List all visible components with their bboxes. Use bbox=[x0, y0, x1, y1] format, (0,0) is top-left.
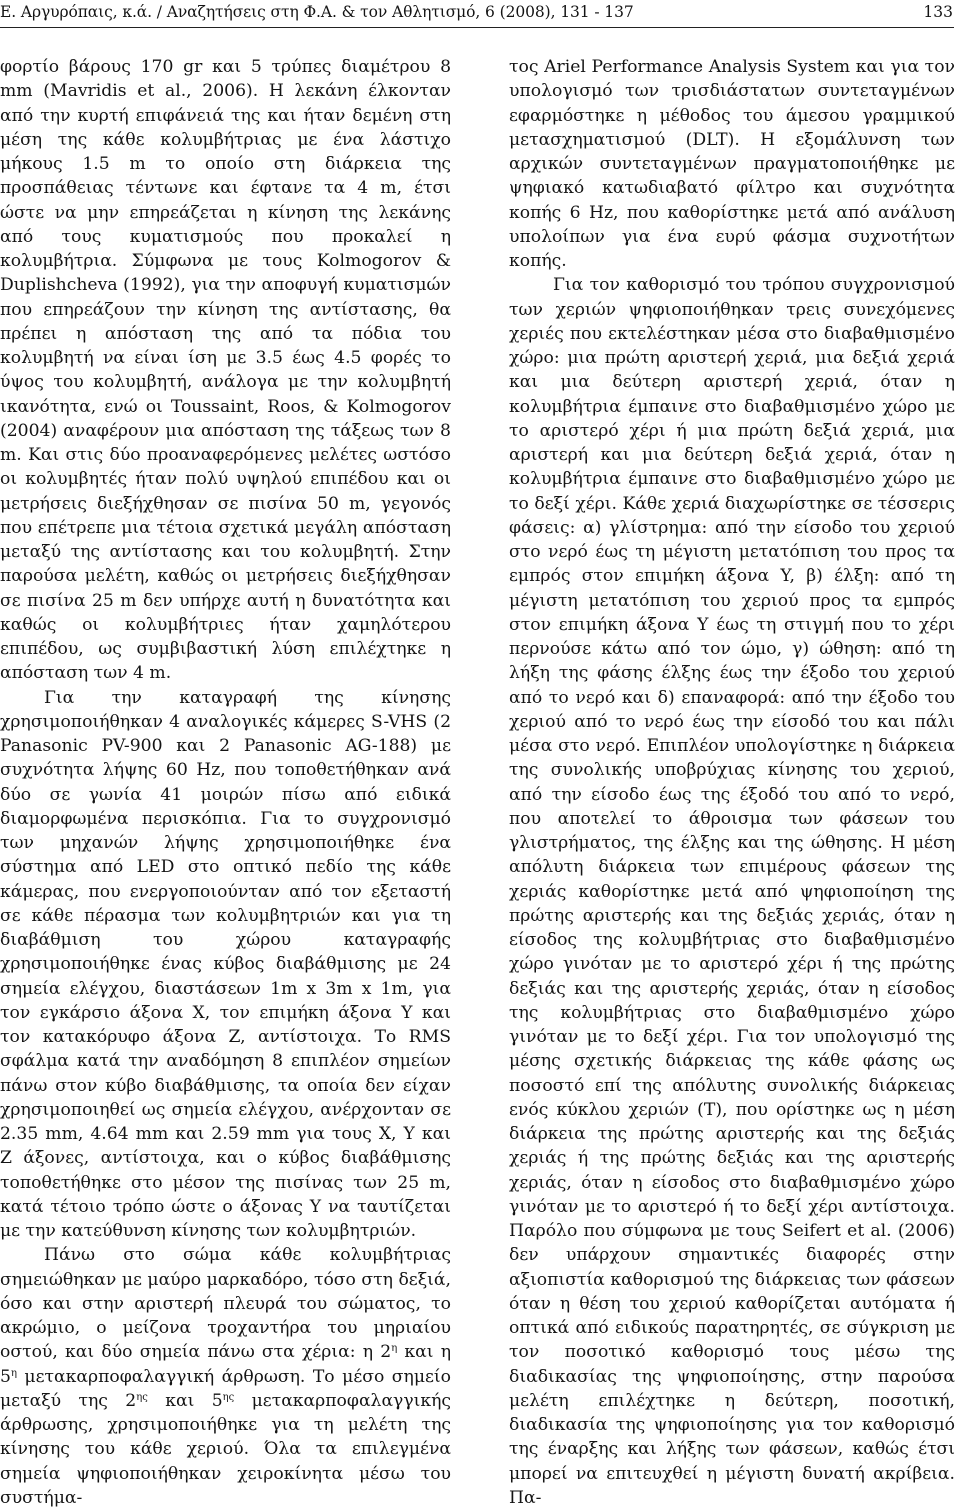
ordinal-superscript-2: η bbox=[10, 1367, 17, 1379]
left-paragraph-3-part-a: Πάνω στο σώμα κάθε κολυμβήτριας σημειώθηκαν με μαύρο μαρκαδόρο, τόσο στη δεξιά, όσο και στην αριστερή πλευρά του σώματος, το ακρώμιο, ο μείζονα τροχαντήρα του μηριαίου οστού, και δύο σημεία πάνω στα χέρια: η 2 bbox=[0, 1245, 451, 1363]
left-paragraph-1: φορτίο βάρους 170 gr και 5 τρύπες διαμέτρου 8 mm (Mavridis et al., 2006). Η λεκάνη έλκονταν από την κυρτή επιφάνειά της και ήταν δεμένη στη μέση της κάθε κολυμβήτριας με ένα λάστιχο μήκους 1.5 m το οποίο στη διάρκεια της προσπάθειας τέντωνε και έφτανε τα 4 m, έτσι ώστε να μην επηρεάζεται η κίνηση της λεκάνης από τους κυματισμούς που προκαλεί η κολυμβήτρια. Σύμφωνα με τους Kolmogorov & Duplishcheva (1992), για την αποφυγή κυματισμών που επηρεάζουν την κίνηση της αντίστασης, θα πρέπει η απόσταση της από τα πόδια του κολυμβητή να είναι ίση με 3.5 έως 4.5 φορές το ύψος του κολυμβητή, ανάλογα με την κολυμβητή ικανότητα, ενώ οι Toussaint, Roos, & Kolmogorov (2004) αναφέρουν μια απόσταση της τάξεως των 8 m. Και στις δύο προαναφερόμενες μελέτες ωστόσο οι κολυμβητές ήταν πολύ υψηλού επιπέδου και οι μετρήσεις διεξήχθησαν σε πισίνα 50 m, γεγονός που επέτρεπε μια τέτοια σχετικά μεγάλη απόσταση μεταξύ της αντίστασης και του κολυμβητή. Στην παρούσα μελέτη, καθώς οι μετρήσεις διεξήχθησαν σε πισίνα 25 m δεν υπήρχε αυτή η δυνατότητα και καθώς οι κολυμβήτριες ήταν χαμηλότερου επιπέδου, ως συμβιβαστική λύση επιλέχτηκε η απόσταση των 4 m. bbox=[0, 57, 451, 684]
left-column bbox=[0, 55, 451, 1510]
right-paragraph-1: τος Ariel Performance Analysis System και για τον υπολογισμό των τρισδιάστατων συντεταγμένων εφαρμόστηκε η μέθοδος του άμεσου γραμμικού μετασχηματισμού (DLT). Η εξομάλυνση των αρχικών συντεταγμένων πραγματοποιήθηκε με ψηφιακό κατωδιαβατό φίλτρο και συχνότητα κοπής 6 Hz, που καθορίστηκε μετά από ανάλυση υπολοίπων για ένα ευρύ φάσμα συχνοτήτων κοπής. bbox=[509, 57, 955, 271]
header-rule bbox=[0, 27, 954, 28]
left-paragraph-3-part-e: μετακαρποφαλαγγικής άρθρωσης, χρησιμοποιήθηκε για τη μελέτη της κίνησης του κάθε χεριού. Όλα τα επιλεγμένα σημεία ψηφιοποιήθηκαν χειροκίνητα μέσω του συστήμα- bbox=[0, 1390, 451, 1508]
running-header bbox=[0, 0, 960, 26]
left-paragraph-3-part-c: μετακαρποφαλαγγική άρθρωση. Το μέσο σημείο μεταξύ της 2 bbox=[0, 1366, 451, 1411]
left-paragraph-3-part-d: και 5 bbox=[147, 1390, 223, 1411]
left-paragraph-3 bbox=[0, 1243, 451, 1510]
page-number: 133 bbox=[923, 3, 953, 21]
right-column bbox=[509, 55, 955, 1510]
ordinal-superscript-4: ης bbox=[222, 1391, 235, 1403]
left-paragraph-3-part-b: και η 5 bbox=[0, 1342, 452, 1387]
ordinal-superscript-1: η bbox=[391, 1343, 398, 1355]
journal-citation: Ε. Αργυρόπαις, κ.ά. / Αναζητήσεις στη Φ.Α. & τον Αθλητισμό, 6 (2008), 131 - 137 bbox=[0, 3, 634, 21]
right-paragraph-2: Για τον καθορισμό του τρόπου συγχρονισμού των χεριών ψηφιοποιήθηκαν τρεις συνεχόμενες χεριές που εκτελέστηκαν μέσα στο διαβαθμισμένο χώρο: μια πρώτη αριστερή χεριά, μια δεξιά χεριά και μια δεύτερη αριστερή χεριά, όταν η κολυμβήτρια έμπαινε στο διαβαθμισμένο χώρο με το αριστερό χέρι ή μια πρώτη δεξιά χεριά, μια αριστερή και μια δεύτερη δεξιά χεριά, όταν η κολυμβήτρια έμπαινε στο διαβαθμισμένο χώρο με το δεξί χέρι. Κάθε χεριά διαχωρίστηκε σε τέσσερις φάσεις: α) γλίστρημα: από την είσοδο του χεριού στο νερό έως τη μέγιστη μετατόπιση του προς τα εμπρός στον επιμήκη άξονα Y, β) έλξη: από τη μέγιστη μετατόπιση του χεριού προς τα εμπρός στον επιμήκη άξονα Y έως τη στιγμή που το χέρι περνούσε κάτω από τον ώμο, γ) ώθηση: από τη λήξη της φάσης έλξης έως την έξοδο του χεριού από το νερό και δ) επαναφορά: από την έξοδο του χεριού από το νερό έως την είσοδό του και πάλι μέσα στο νερό. Επιπλέον υπολογίστηκε η διάρκεια της συνολικής υποβρύχιας κίνησης του χεριού, από την είσοδο έως της έξοδό του από το νερό, που αποτελεί το άθροισμα των φάσεων του γλιστρήματος, της έλξης και της ώθησης. Η μέση απόλυτη διάρκεια των επιμέρους φάσεων της χεριάς καθορίστηκε μετά από ψηφιοποίηση της πρώτης αριστερής και της δεξιάς χεριάς, όταν η είσοδος της κολυμβήτριας στο διαβαθμισμένο χώρο γινόταν με το αριστερό χέρι ή της πρώτης δεξιάς και της αριστερής χεριάς, όταν η είσοδος της κολυμβήτριας στο διαβαθμισμένο χώρο γινόταν με το δεξί χέρι. Για τον υπολογισμό της μέσης σχετικής διάρκειας της κάθε φάσης ως ποσοστό επί της απόλυτης συνολικής διάρκειας ενός κύκλου χεριών (T), που ορίστηκε ως η μέση διάρκεια της πρώτης αριστερής και της δεξιάς χεριάς ή της πρώτης δεξιάς και της αριστερής χεριάς, όταν η είσοδος στο διαβαθμισμένο χώρο γινόταν με το αριστερό ή το δεξί χέρι αντίστοιχα. Παρόλο που σύμφωνα με τους Seifert et al. (2006) δεν υπάρχουν σημαντικές διαφορές στην αξιοπιστία καθορισμού της διάρκειας των φάσεων όταν η θέση του χεριού καθορίζεται αυτόματα ή οπτικά από ειδικούς παρατηρητές, σε σύγκριση με τον ποσοτικό καθορισμό τους μέσω της διαδικασίας της ψηφιοποίησης, στην παρούσα μελέτη επιλέχτηκε η δεύτερη, ποσοτική, διαδικασία της ψηφιοποίησης για τον καθορισμό της έναρξης και λήξης των φάσεων, καθώς έτσι μπορεί να επιτευχθεί η μέγιστη δυνατή ακρίβεια. Πα- bbox=[509, 275, 955, 1508]
left-paragraph-2: Για την καταγραφή της κίνησης χρησιμοποιήθηκαν 4 αναλογικές κάμερες S-VHS (2 Panasonic PV-900 και 2 Panasonic AG-188) με συχνότητα λήψης 60 Hz, που τοποθετήθηκαν ανά δύο σε γωνία 41 μοιρών πίσω από ειδικά διαμορφωμένα περισκόπια. Για το συγχρονισμό των μηχανών λήψης χρησιμοποιήθηκε ένα σύστημα από LED στο οπτικό πεδίο της κάθε κάμερας, που ενεργοποιούνταν από τον εξεταστή σε κάθε πέρασμα των κολυμβητριών και για τη διαβάθμιση του χώρου καταγραφής χρησιμοποιήθηκε ένας κύβος διαβάθμισης με 24 σημεία ελέγχου, διαστάσεων 1m x 3m x 1m, για τον εγκάρσιο άξονα X, τον επιμήκη άξονα Y και τον κατακόρυφο άξονα Z, αντίστοιχα. Το RMS σφάλμα κατά την αναδόμηση 8 επιπλέον σημείων πάνω στον κύβο διαβάθμισης, τα οποία δεν είχαν χρησιμοποιηθεί ως σημεία ελέγχου, ανέρχονταν σε 2.35 mm, 4.64 mm και 2.59 mm για τους X, Y και Z άξονες, αντίστοιχα, και ο κύβος διαβάθμισης τοποθετήθηκε στο μέσον της πισίνας των 25 m, κατά τέτοιο τρόπο ώστε ο άξονας Y να ταυτίζεται με την κατεύθυνση κίνησης των κολυμβητριών. bbox=[0, 687, 451, 1241]
ordinal-superscript-3: ης bbox=[136, 1391, 148, 1403]
